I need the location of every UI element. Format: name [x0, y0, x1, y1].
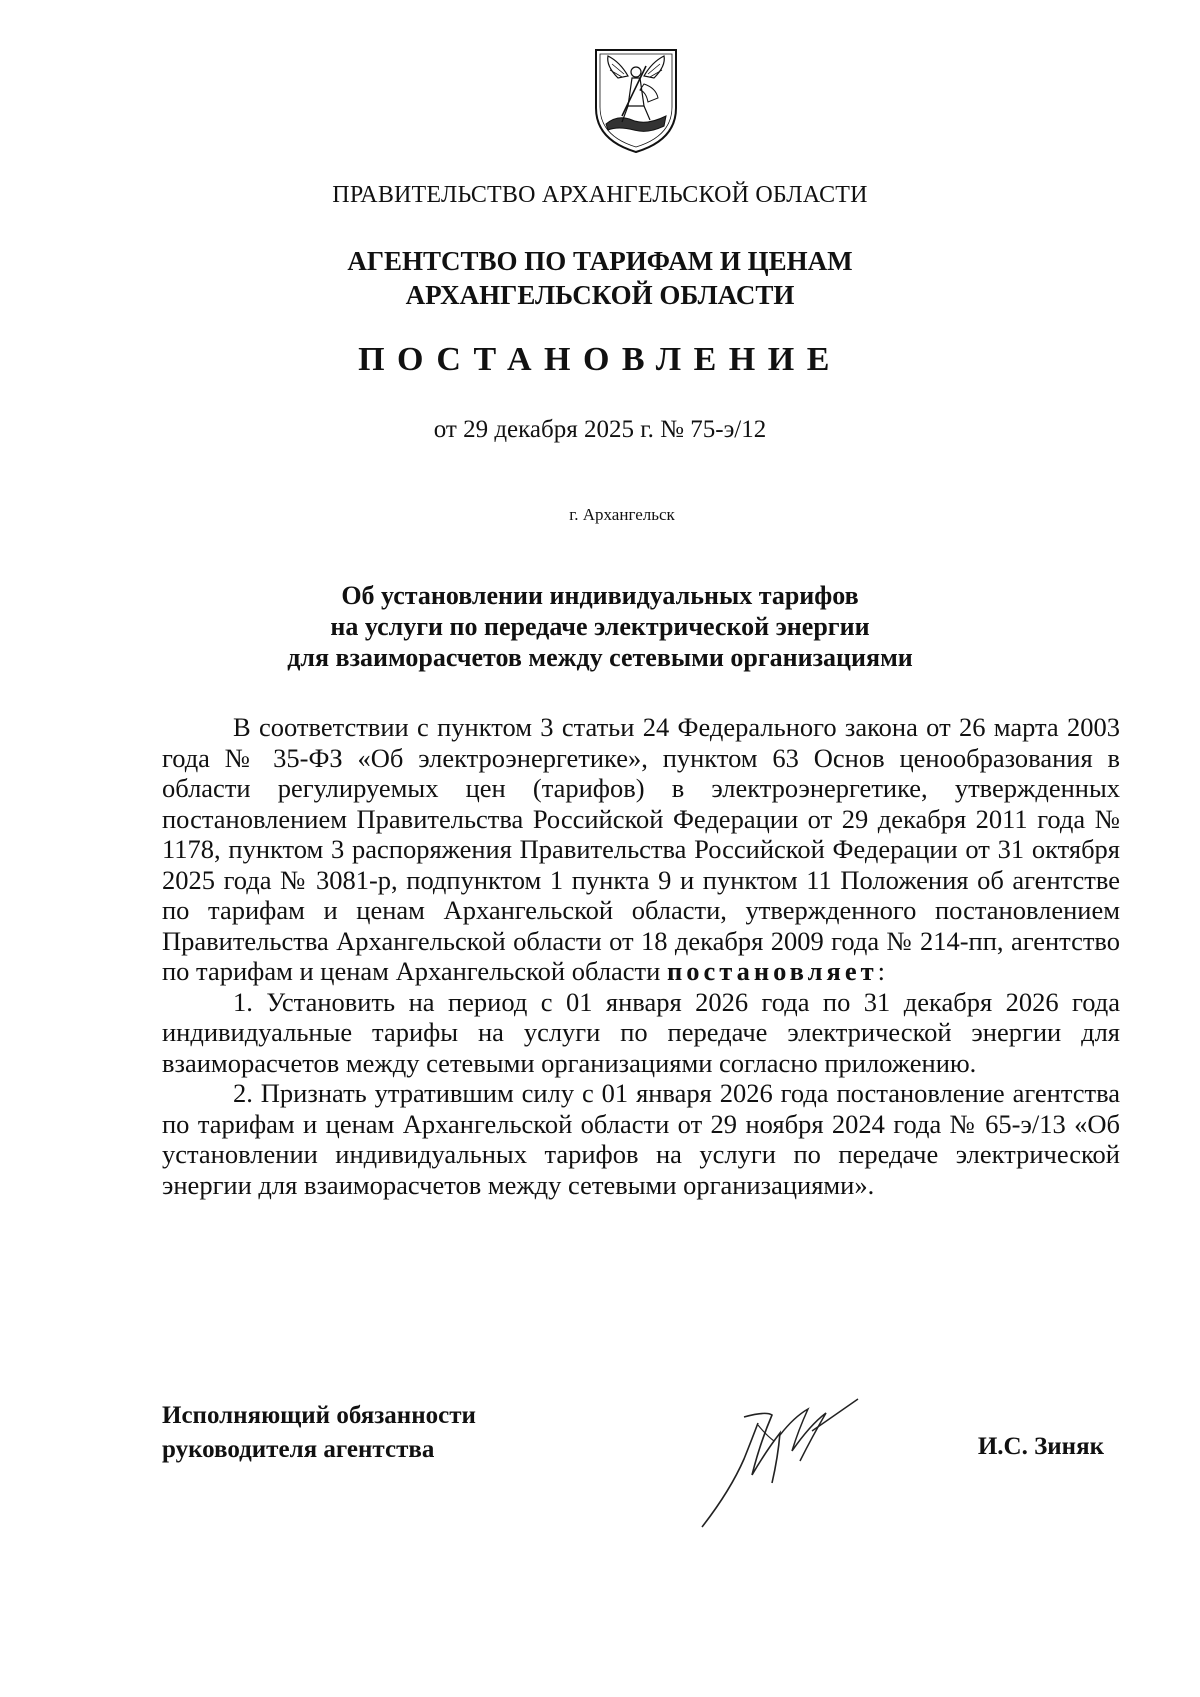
agency-name-line2: АРХАНГЕЛЬСКОЙ ОБЛАСТИ: [405, 280, 795, 310]
item-1-paragraph: 1. Установить на период с 01 января 2026 года по 31 декабря 2026 года индивидуальные тарифы на услуги по передаче электрической энергии для взаиморасчетов между сетевыми организациями согласно приложению.: [162, 986, 1120, 1078]
decides-word: постановляет: [666, 956, 878, 986]
handwritten-signature-icon: [700, 1395, 890, 1530]
preamble-text: В соответствии с пунктом 3 статьи 24 Федерального закона от 26 марта 2003 года № 35-ФЗ «Об электроэнергетике», пунктом 63 Основ ценообразования в области регулируемых цен (тарифов) в электроэнергетике, утвержденных постановлением Правительства Российской Федерации от 29 декабря 2011 года № 1178, пунктом 3 распоряжения Правительства Российской Федерации от 31 октября 2025 года № 3081-р, подпунктом 1 пункта 9 и пунктом 11 Положения об агентстве по тарифам и ценам Архангельской области, утвержденного постановлением Правительства Архангельской области от 18 декабря 2009 года № 214-пп, агентство по тарифам и ценам Архангельской области: [162, 712, 1120, 986]
document-subject: [0, 580, 1200, 673]
item-2-paragraph: 2. Признать утратившим силу с 01 января 2026 года постановление агентства по тарифам и ценам Архангельской области от 29 ноября 2024 года № 65-э/13 «Об установлении индивидуальных тарифов на услуги по передаче электрической энергии для взаиморасчетов между сетевыми организациями».: [162, 1078, 1120, 1200]
coat-of-arms-icon: [588, 44, 684, 156]
signatory-title: [162, 1399, 476, 1467]
document-date-number: от 29 декабря 2025 г. № 75-э/12: [433, 416, 767, 443]
decides-suffix: :: [877, 956, 886, 986]
government-name: ПРАВИТЕЛЬСТВО АРХАНГЕЛЬСКОЙ ОБЛАСТИ: [332, 182, 868, 208]
signatory-title-line2: руководителя агентства: [162, 1436, 435, 1463]
preamble-paragraph: [162, 712, 1120, 987]
signatory-name: И.С. Зиняк: [977, 1433, 1104, 1460]
agency-name: [0, 244, 1200, 312]
document-type: ПОСТАНОВЛЕНИЕ: [358, 341, 842, 378]
document-body: [162, 712, 1120, 1200]
subject-line2: на услуги по передаче электрической энергии: [330, 612, 870, 641]
agency-name-line1: АГЕНТСТВО ПО ТАРИФАМ И ЦЕНАМ: [347, 246, 853, 276]
subject-line3: для взаиморасчетов между сетевыми организациями: [287, 643, 913, 672]
document-city: г. Архангельск: [569, 505, 675, 524]
subject-line1: Об установлении индивидуальных тарифов: [341, 581, 859, 610]
signatory-title-line1: Исполняющий обязанности: [162, 1402, 476, 1429]
